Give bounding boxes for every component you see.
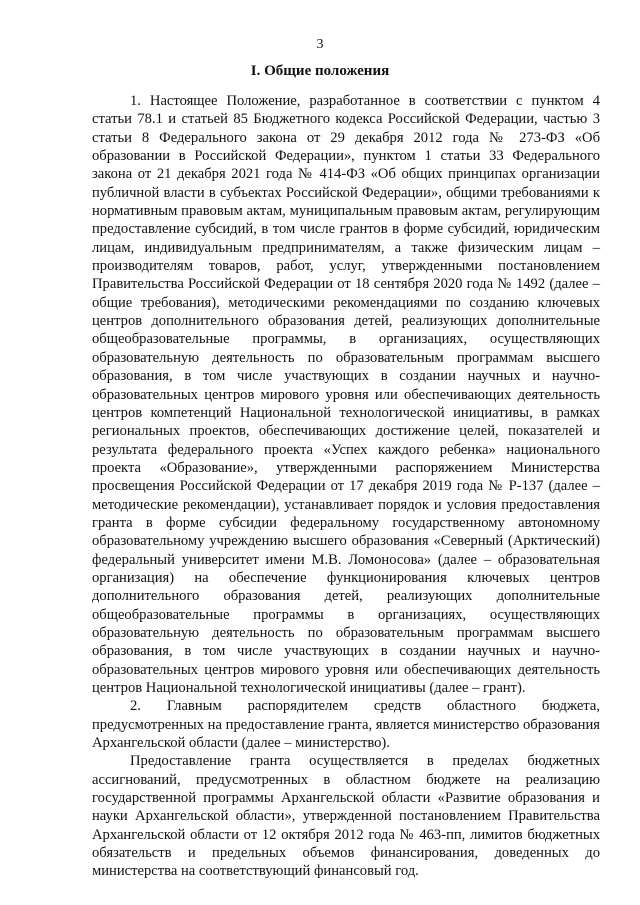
section-heading: I. Общие положения bbox=[250, 63, 390, 79]
page-number: 3 bbox=[316, 37, 324, 52]
paragraph-2: 2. Главным распорядителем средств областного бюджета, предусмотренных на предоставление гранта, является министерство образования Архангельской области (далее – министерство). bbox=[92, 698, 600, 752]
document-body bbox=[92, 92, 600, 881]
paragraph-1: 1. Настоящее Положение, разработанное в соответствии с пунктом 4 статьи 78.1 и статьей 85 Бюджетного кодекса Российской Федерации, частью 3 статьи 8 Федерального закона от 29 декабря 2012 года № 273-ФЗ «Об образовании в Российской Федерации», пунктом 1 статьи 33 Федерального закона от 21 декабря 2021 года № 414-ФЗ «Об общих принципах организации публичной власти в субъектах Российской Федерации», общими требованиями к нормативным правовым актам, муниципальным правовым актам, регулирующим предоставление субсидий, в том числе грантов в форме субсидий, юридическим лицам, индивидуальным предпринимателям, а также физическим лицам – производителям товаров, работ, услуг, утвержденными постановлением Правительства Российской Федерации от 18 сентября 2020 года № 1492 (далее – общие требования), методическими рекомендациями по созданию ключевых центров дополнительного образования детей, реализующих дополнительные общеобразовательные программы, в организациях, осуществляющих образовательную деятельность по образовательным программам высшего образования, в том числе участвующих в создании научных и научно-образовательных центров мирового уровня или обеспечивающих деятельность центров компетенций Национальной технологической инициативы, в рамках региональных проектов, обеспечивающих достижение целей, показателей и результата федерального проекта «Успех каждого ребенка» национального проекта «Образование», утвержденными распоряжением Министерства просвещения Российской Федерации от 17 декабря 2019 года № Р-137 (далее – методические рекомендации), устанавливает порядок и условия предоставления гранта в форме субсидии федеральному государственному автономному образовательному учреждению высшего образования «Северный (Арктический) федеральный университет имени М.В. Ломоносова» (далее – образовательная организация) на обеспечение функционирования ключевых центров дополнительного образования детей, реализующих дополнительные общеобразовательные программы в организациях, осуществляющих образовательную деятельность по образовательным программам высшего образования, в том числе участвующих в создании научных и научно-образовательных центров мирового уровня или обеспечивающих деятельность центров Национальной технологической инициативы (далее – грант). bbox=[92, 93, 600, 696]
paragraph-3: Предоставление гранта осуществляется в пределах бюджетных ассигнований, предусмотренных в областном бюджете на реализацию государственной программы Архангельской области «Развитие образования и науки Архангельской области», утвержденной постановлением Правительства Архангельской области от 12 октября 2012 года № 463-пп, лимитов бюджетных обязательств и предельных объемов финансирования, доведенных до министерства на соответствующий финансовый год. bbox=[92, 753, 600, 880]
